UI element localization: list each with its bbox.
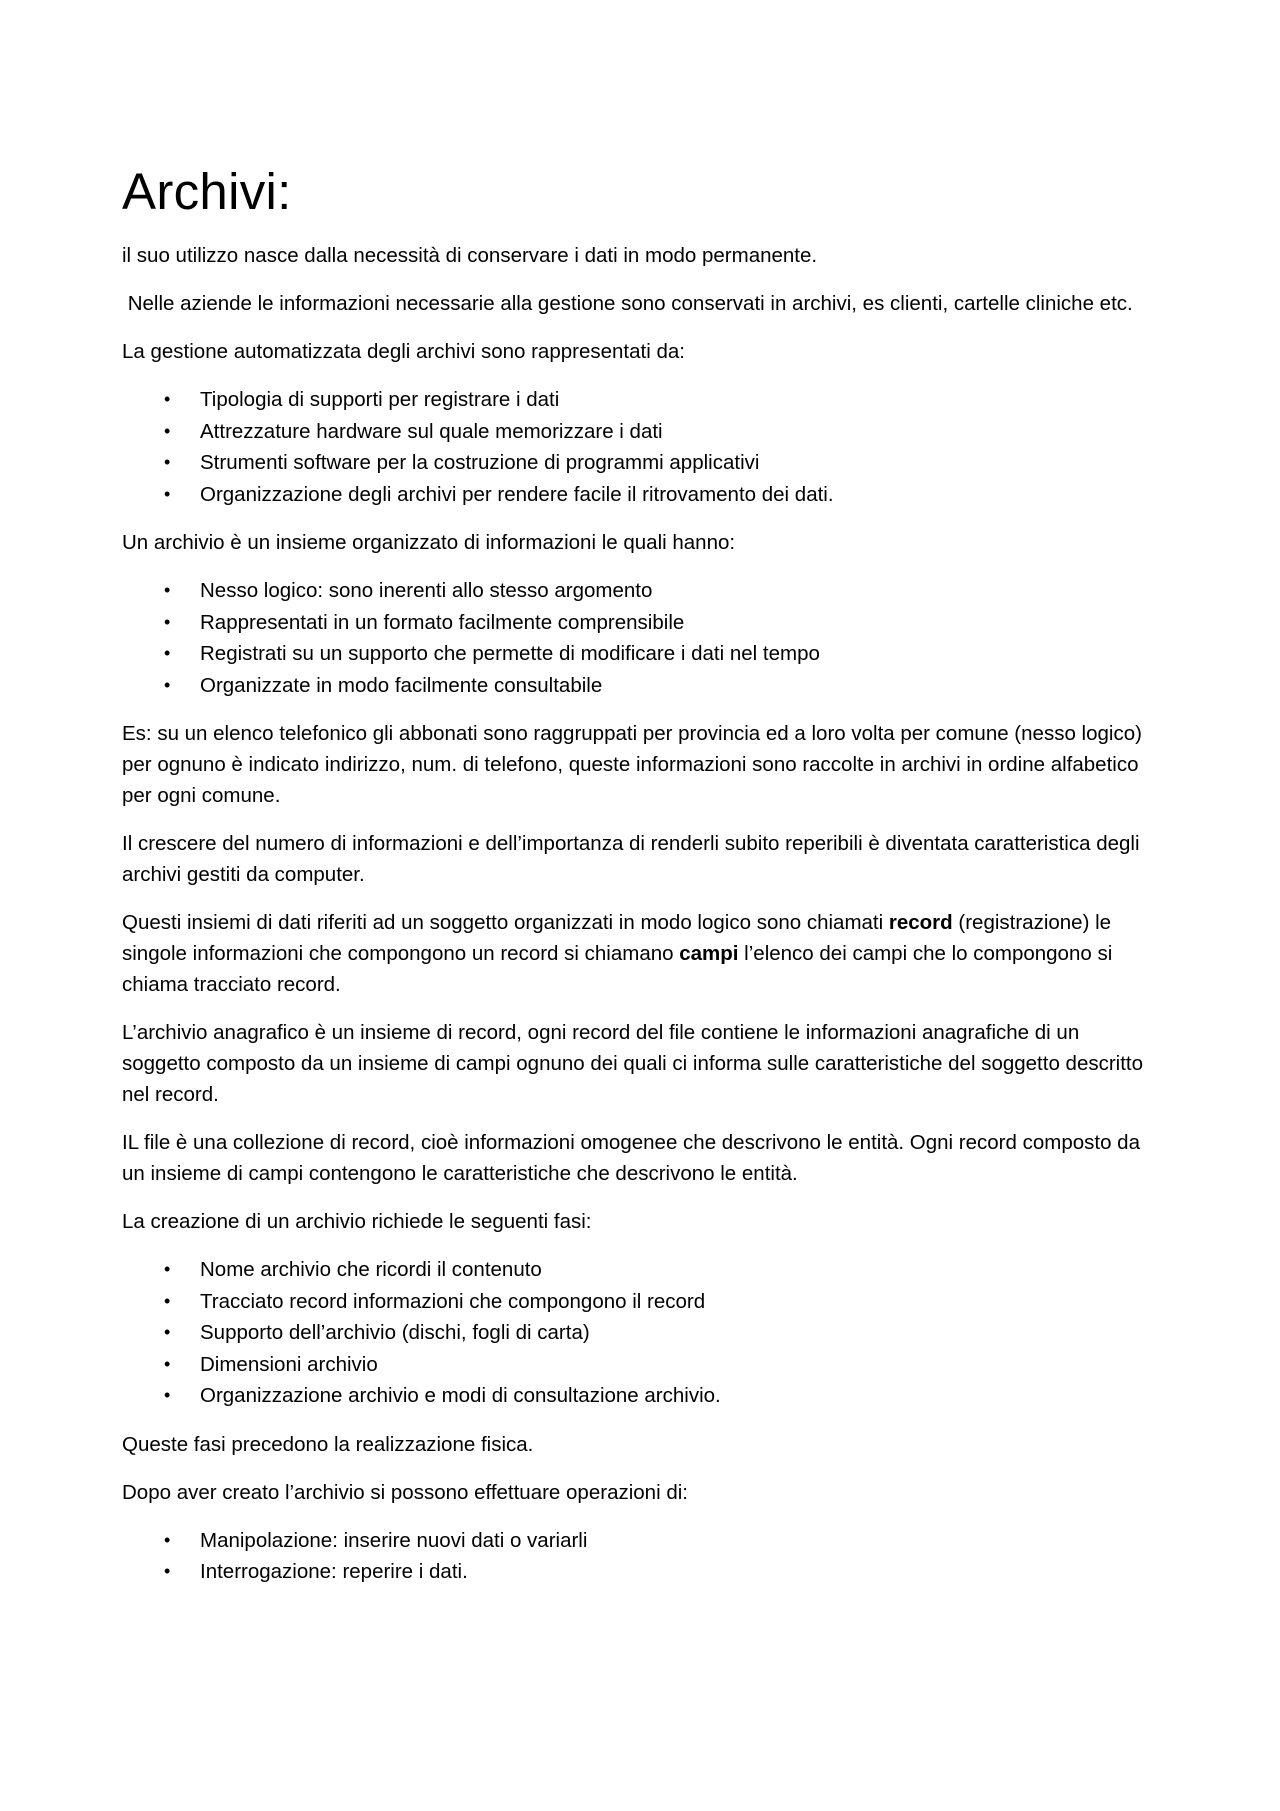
- list-item: • Organizzazione archivio e modi di consultazione archivio.: [122, 1380, 1162, 1412]
- list-item: • Organizzate in modo facilmente consultabile: [122, 670, 1162, 702]
- bullet-list-fasi: [122, 1254, 1162, 1412]
- bullet-icon: •: [164, 420, 171, 441]
- list-item: • Attrezzature hardware sul quale memorizzare i dati: [122, 416, 1162, 448]
- bullet-icon: •: [164, 1290, 171, 1311]
- paragraph-operazioni: Dopo aver creato l’archivio si possono effettuare operazioni di:: [122, 1480, 688, 1504]
- bullet-icon: •: [164, 452, 171, 472]
- paragraph-definizione: Un archivio è un insieme organizzato di informazioni le quali hanno:: [122, 531, 736, 554]
- list-item: • Rappresentati in un formato facilmente comprensibile: [122, 607, 1162, 639]
- bold-campi: campi: [679, 942, 739, 965]
- bullet-icon: •: [164, 1259, 171, 1279]
- paragraph-crescere: Il crescere del numero di informazioni e dell’importanza di renderli subito reperibili è diventata caratteristica degli archivi gestiti da computer.: [122, 832, 1140, 886]
- list-item: • Interrogazione: reperire i dati.: [122, 1556, 1162, 1588]
- paragraph-anagrafico: L’archivio anagrafico è un insieme di record, ogni record del file contiene le informazioni anagrafiche di un soggetto composto da un insieme di campi ognuno dei quali ci informa sulle caratteristiche del soggetto descritto nel record.: [122, 1021, 1144, 1106]
- paragraph-intro: il suo utilizzo nasce dalla necessità di conservare i dati in modo permanente.: [122, 244, 818, 267]
- list-item: • Supporto dell’archivio (dischi, fogli di carta): [122, 1317, 1162, 1349]
- list-item: • Tracciato record informazioni che compongono il record: [122, 1286, 1162, 1318]
- bullet-icon: •: [164, 643, 171, 663]
- paragraph-record: Questi insiemi di dati riferiti ad un soggetto organizzati in modo logico sono chiamati record (registrazione) le singole informazioni che compongono un record si chiamano campi l’elenco dei campi che lo compongono si chiama tracciato record.: [122, 911, 1113, 996]
- list-item: • Tipologia di supporti per registrare i dati: [122, 384, 1162, 416]
- list-item: • Registrati su un supporto che permette di modificare i dati nel tempo: [122, 638, 1162, 670]
- bullet-icon: •: [164, 1561, 171, 1581]
- bullet-list-operazioni: [122, 1525, 1162, 1588]
- paragraph-fasi-precedono: Queste fasi precedono la realizzazione fisica.: [122, 1432, 534, 1456]
- list-item: • Dimensioni archivio: [122, 1349, 1162, 1381]
- bullet-list-caratteristiche: [122, 575, 1162, 701]
- document-page: [122, 0, 1162, 1588]
- bold-record: record: [888, 911, 953, 934]
- list-item: • Organizzazione degli archivi per rendere facile il ritrovamento dei dati.: [122, 479, 1162, 511]
- paragraph-aziende: Nelle aziende le informazioni necessarie alla gestione sono conservati in archivi, es clienti, cartelle cliniche etc.: [122, 292, 1133, 315]
- list-item: • Manipolazione: inserire nuovi dati o variarli: [122, 1525, 1162, 1557]
- bullet-icon: •: [164, 389, 171, 409]
- bullet-icon: •: [164, 1529, 171, 1550]
- bullet-icon: •: [164, 580, 171, 600]
- list-item: • Strumenti software per la costruzione di programmi applicativi: [122, 447, 1162, 479]
- bullet-icon: •: [164, 674, 171, 695]
- bullet-list-gestione: [122, 384, 1162, 510]
- list-item: • Nome archivio che ricordi il contenuto: [122, 1254, 1162, 1286]
- bullet-icon: •: [164, 1385, 171, 1405]
- bullet-icon: •: [164, 483, 171, 504]
- bullet-icon: •: [164, 611, 171, 632]
- page-title: Archivi:: [122, 163, 292, 220]
- bullet-icon: •: [164, 1353, 171, 1374]
- paragraph-gestione: La gestione automatizzata degli archivi sono rappresentati da:: [122, 340, 685, 363]
- list-item: • Nesso logico: sono inerenti allo stesso argomento: [122, 575, 1162, 607]
- paragraph-esempio: Es: su un elenco telefonico gli abbonati sono raggruppati per provincia ed a loro volta per comune (nesso logico) per ognuno è indicato indirizzo, num. di telefono, queste informazioni sono raccolte in archivi in ordine alfabetico per ogni comune.: [122, 722, 1142, 807]
- paragraph-creazione: La creazione di un archivio richiede le seguenti fasi:: [122, 1210, 592, 1233]
- bullet-icon: •: [164, 1322, 171, 1342]
- paragraph-file: IL file è una collezione di record, cioè informazioni omogenee che descrivono le entità. Ogni record composto da un insieme di campi contengono le caratteristiche che descrivono le entità.: [122, 1131, 1140, 1185]
